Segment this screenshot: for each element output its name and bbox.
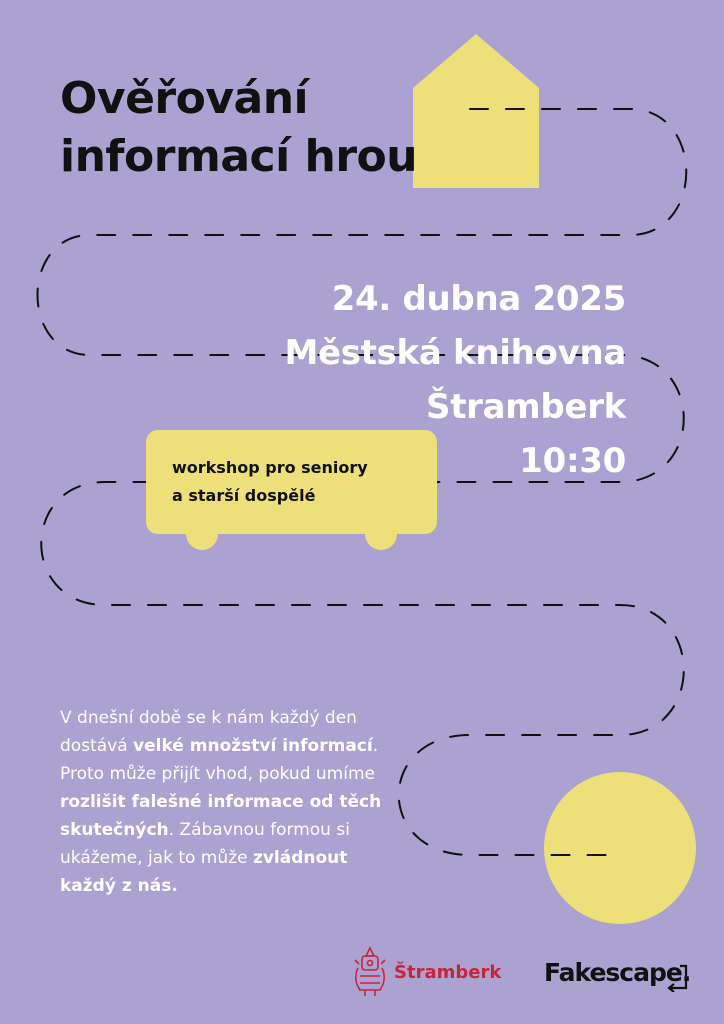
description-bold-1: velké množství informací xyxy=(133,736,373,756)
description-text-3: . Zábavnou formou si ukážeme, jak to může xyxy=(60,820,350,868)
description-text-1: V dnešní době se k nám každý den dostává xyxy=(60,708,357,756)
fakescape-logo-tail xyxy=(666,958,690,988)
bus-label-line-2: a starší dospělé xyxy=(172,486,316,505)
fakescape-logo xyxy=(544,958,690,988)
bus-label-line-1: workshop pro seniory xyxy=(172,458,368,477)
stramberk-logo xyxy=(352,946,501,998)
description-text-2: . Proto může přijít vhod, pokud umíme xyxy=(60,736,379,784)
title-line-1: Ověřování xyxy=(60,73,309,124)
poster-title xyxy=(60,70,417,186)
house-shape xyxy=(413,34,539,188)
description-bold-2: rozlišit falešné informace od těch skutečných xyxy=(60,792,382,840)
stramberk-crest-icon xyxy=(352,946,388,998)
stramberk-logo-text: Štramberk xyxy=(394,961,502,983)
sun-circle xyxy=(544,772,696,924)
fakescape-logo-tail-text: e. xyxy=(665,958,691,987)
bus-label xyxy=(172,454,368,510)
event-venue-line-1: Městská knihovna xyxy=(284,333,626,373)
fakescape-logo-text: Fakescap xyxy=(544,958,666,987)
event-venue-line-2: Štramberk xyxy=(426,387,626,427)
description xyxy=(60,704,400,900)
description-bold-3: zvládnout každý z nás. xyxy=(60,848,348,896)
title-line-2: informací hrou xyxy=(60,131,418,182)
event-date: 24. dubna 2025 xyxy=(331,279,626,319)
fakescape-arrow-icon xyxy=(666,962,692,992)
event-time: 10:30 xyxy=(519,441,626,481)
